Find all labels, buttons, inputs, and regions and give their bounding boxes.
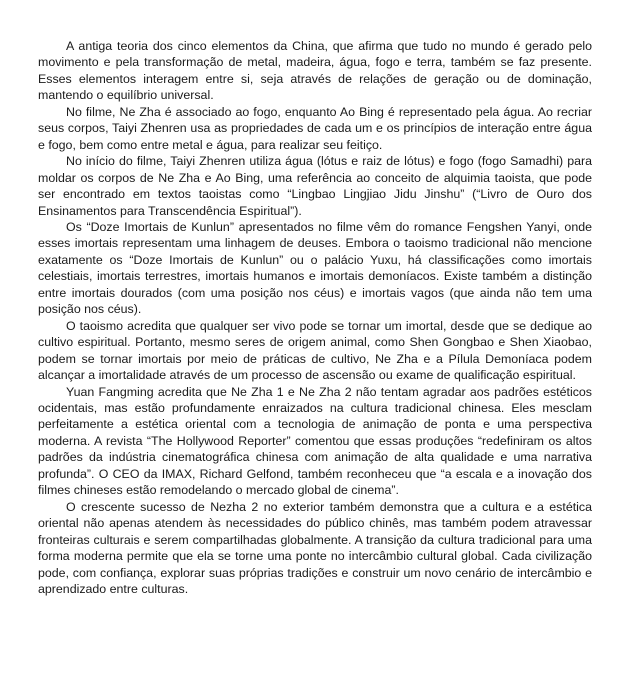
paragraph-fire-water: No filme, Ne Zha é associado ao fogo, enquanto Ao Bing é representado pela água. Ao recriar seus corpos, Taiyi Zhenren usa as propriedades de cada um e os princípios de interação entre água e fogo, bem como entre metal e água, para realizar seu feitiço. [38,104,592,152]
paragraph-kunlun-immortals: Os “Doze Imortais de Kunlun” apresentados no filme vêm do romance Fengshen Yanyi, onde esses imortais representam uma linhagem de deuses. Embora o taoismo tradicional não mencione exatamente os “Doze Imortais de Kunlun” ou o palácio Yuxu, há classificações como imortais celestiais, imortais terrestres, imortais humanos e imortais demoníacos. Existe também a distinção entre imortais dourados (com uma posição nos céus) e imortais vagos (que ainda não tem uma posição nos céus). [38,219,592,317]
paragraph-five-elements: A antiga teoria dos cinco elementos da China, que afirma que tudo no mundo é gerado pelo movimento e pela transformação de metal, madeira, água, fogo e terra, também se faz presente. Esses elementos interagem entre si, seja através de relações de geração ou de dominação, mantendo o equilíbrio universal. [38,39,592,103]
paragraph-taoist-alchemy: No início do filme, Taiyi Zhenren utiliza água (lótus e raiz de lótus) e fogo (fogo Samadhi) para moldar os corpos de Ne Zha e Ao Bing, uma referência ao conceito de alquimia taoista, que pode ser encontrado em textos taoistas como “Lingbao Lingjiao Jidu Jinshu” (“Livro de Ouro dos Ensinamentos para Transcendência Espiritual”). [38,154,592,218]
document-body [38,38,592,597]
paragraph-spiritual-cultivation: O taoismo acredita que qualquer ser vivo pode se tornar um imortal, desde que se dedique ao cultivo espiritual. Portanto, mesmo seres de origem animal, como Shen Gongbao e Shen Xiaobao, podem se tornar imortais por meio de práticas de cultivo, Ne Zha e a Pílula Demoníaca podem alcançar a imortalidade através de um processo de ascensão ou exame de qualificação espiritual. [38,318,592,383]
paragraph-global-success: O crescente sucesso de Nezha 2 no exterior também demonstra que a cultura e a estética oriental não apenas atendem às necessidades do público chinês, mas também podem atravessar fronteiras culturais e serem compartilhadas globalmente. A transição da cultura tradicional para uma forma moderna permite que ela se torne uma ponte no intercâmbio cultural global. Cada civilização pode, com confiança, explorar suas próprias tradições e construir um novo cenário de intercâmbio e aprendizado entre culturas. [38,499,592,596]
paragraph-yuan-fangming: Yuan Fangming acredita que Ne Zha 1 e Ne Zha 2 não tentam agradar aos padrões estéticos ocidentais, mas estão profundamente enraizados na cultura tradicional chinesa. Eles mesclam perfeitamente a estética oriental com a tecnologia de animação de ponta e uma perspectiva moderna. A revista “The Hollywood Reporter” comentou que essas produções “redefiniram os altos padrões da indústria cinematográfica chinesa com animação de alta qualidade e uma narrativa profunda”. O CEO da IMAX, Richard Gelfond, também reconheceu que “a escala e a inovação dos filmes chineses estão remodelando o mercado global de cinema”. [38,384,592,498]
